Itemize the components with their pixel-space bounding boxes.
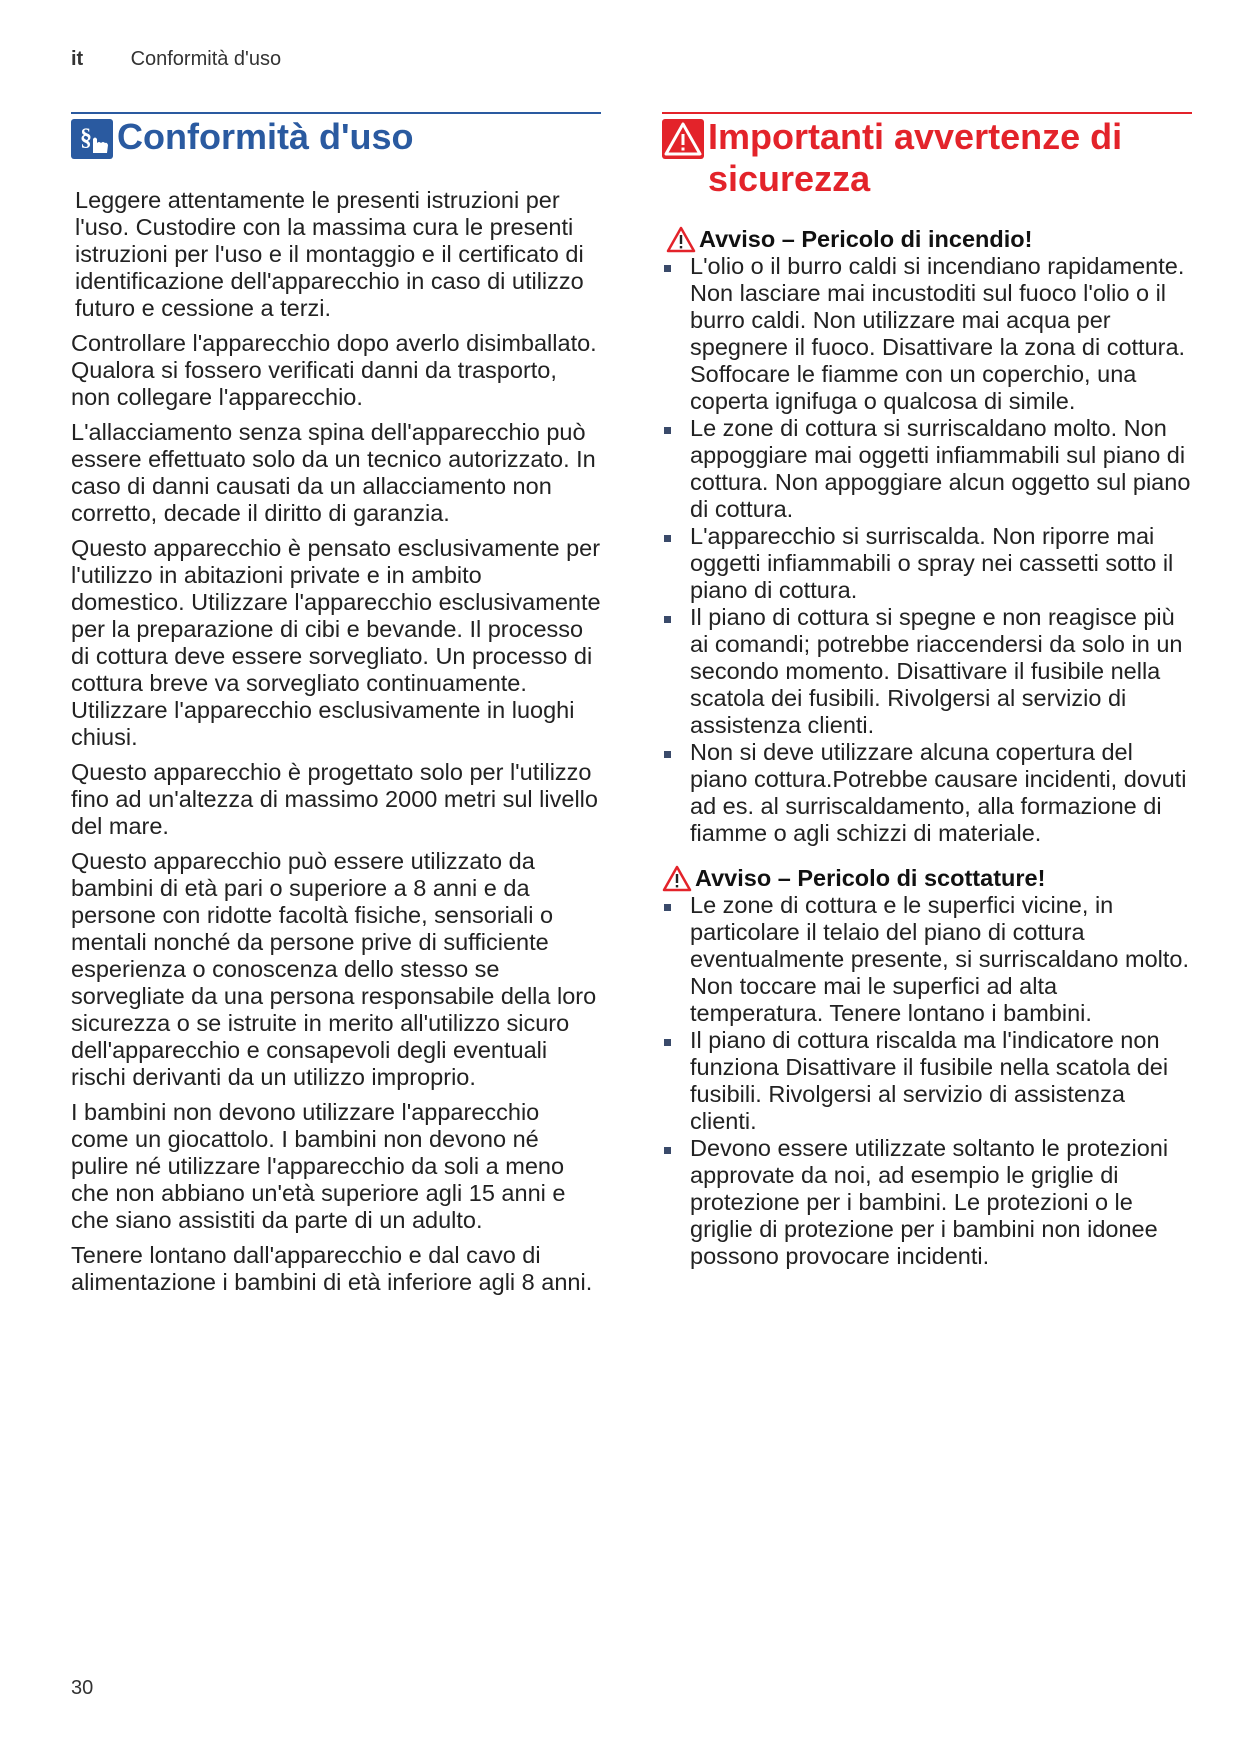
svg-text:§: §: [80, 125, 92, 151]
intended-use-title: Conformità d'uso: [117, 116, 414, 157]
paragraph-children-persons: Questo apparecchio può essere utilizzato da bambini di età pari o superiore a 8 anni e da persone con ridotte facoltà fisiche, sensoriali o mentali nonché da persone prive di sufficiente esperienza o conoscenza dello stesso se sorvegliate da una persona responsabile della loro sicurezza o se istruite in merito all'utilizzo sicuro dell'apparecchio e consapevoli degli eventuali rischi derivanti da un utilizzo improprio.: [71, 848, 597, 1090]
paragraph-altitude: Questo apparecchio è progettato solo per l'utilizzo fino ad un'altezza di massimo 2000 metri sul livello del mare.: [71, 759, 598, 839]
paragraph-read-instructions: Leggere attentamente le presenti istruzioni per l'uso. Custodire con la massima cura le presenti istruzioni per l'uso e il montaggio e il certificato di identificazione dell'apparecchio in caso di utilizzo futuro e cessione a terzi.: [75, 187, 584, 321]
safety-title-line1: Importanti avvertenze di: [708, 116, 1123, 157]
fire-warning-list: [662, 253, 1192, 847]
list-item: Le zone di cottura si surriscaldano molto. Non appoggiare mai oggetti infiammabili sul piano di cottura. Non appoggiare alcun oggetto sul piano di cottura.: [662, 415, 1192, 523]
burn-warning-heading: [662, 865, 1192, 892]
fire-warning-title: Avviso – Pericolo di incendio!: [699, 226, 1033, 252]
safety-title-line2: sicurezza: [708, 158, 871, 199]
list-item: L'apparecchio si surriscalda. Non riporre mai oggetti infiammabili o spray nei cassetti sotto il piano di cottura.: [662, 523, 1192, 604]
list-item: L'olio o il burro caldi si incendiano rapidamente. Non lasciare mai incustoditi sul fuoco l'olio o il burro caldi. Non utilizzare mai acqua per spegnere il fuoco. Disattivare la zona di cottura. Soffocare le fiamme con un coperchio, una coperta ignifuga o qualcosa di simile.: [662, 253, 1192, 415]
safety-column: [662, 112, 1192, 1270]
paragraph-connection: L'allacciamento senza spina dell'apparecchio può essere effettuato solo da un tecnico autorizzato. In caso di danni causati da un allacciamento non corretto, decade il diritto di garanzia.: [71, 419, 596, 526]
warning-title-icon: [662, 119, 704, 159]
list-item: Non si deve utilizzare alcuna copertura del piano cottura.Potrebbe causare incidenti, dovuti ad es. al surriscaldamento, alla formazione di fiamme o agli schizzi di materiale.: [662, 739, 1192, 847]
header-section-title: Conformità d'uso: [130, 48, 282, 70]
list-item: Le zone di cottura e le superfici vicine, in particolare il telaio del piano di cottura eventualmente presente, si surriscaldano molto. Non toccare mai le superfici ad alta temperatura. Tenere lontano i bambini.: [662, 892, 1192, 1027]
intended-use-icon: [71, 119, 113, 159]
list-item: Devono essere utilizzate soltanto le protezioni approvate da noi, ad esempio le griglie di protezione per i bambini. Le protezioni o le griglie di protezione per i bambini non idonee possono provocare incidenti.: [662, 1135, 1192, 1270]
warning-triangle-icon: [662, 865, 692, 892]
list-item: Il piano di cottura riscalda ma l'indicatore non funziona Disattivare il fusibile nella scatola dei fusibili. Rivolgersi al servizio di assistenza clienti.: [662, 1027, 1192, 1135]
fire-warning-heading: [662, 226, 1192, 253]
burn-warning-title: Avviso – Pericolo di scottature!: [695, 865, 1046, 891]
safety-heading: [662, 116, 1192, 200]
list-item: Il piano di cottura si spegne e non reagisce più ai comandi; potrebbe riaccendersi da solo in un secondo momento. Disattivare il fusibile nella scatola dei fusibili. Rivolgersi al servizio di assistenza clienti.: [662, 604, 1192, 739]
paragraph-children-play: I bambini non devono utilizzare l'apparecchio come un giocattolo. I bambini non devono né pulire né utilizzare l'apparecchio da soli a meno che non abbiano un'età superiore agli 15 anni e che siano assistiti da parte di un adulto.: [71, 1099, 566, 1233]
paragraph-keep-away: Tenere lontano dall'apparecchio e dal cavo di alimentazione i bambini di età inferiore agli 8 anni.: [71, 1242, 593, 1295]
page-number: 30: [71, 1677, 94, 1699]
language-code: it: [71, 48, 84, 70]
title-rule-red: [662, 112, 1192, 114]
intended-use-column: [71, 112, 601, 1304]
warning-triangle-icon: [666, 226, 696, 253]
intended-use-heading: [71, 116, 601, 159]
page-header: [71, 48, 281, 71]
burn-warning-list: [662, 892, 1192, 1270]
title-rule-blue: [71, 112, 601, 114]
paragraph-domestic-use: Questo apparecchio è pensato esclusivamente per l'utilizzo in abitazioni private e in ambito domestico. Utilizzare l'apparecchio esclusivamente per la preparazione di cibi e bevande. Il processo di cottura deve essere sorvegliato. Un processo di cottura breve va sorvegliato continuamente. Utilizzare l'apparecchio esclusivamente in luoghi chiusi.: [71, 535, 601, 750]
paragraph-check-appliance: Controllare l'apparecchio dopo averlo disimballato. Qualora si fossero verificati danni da trasporto, non collegare l'apparecchio.: [71, 330, 597, 410]
